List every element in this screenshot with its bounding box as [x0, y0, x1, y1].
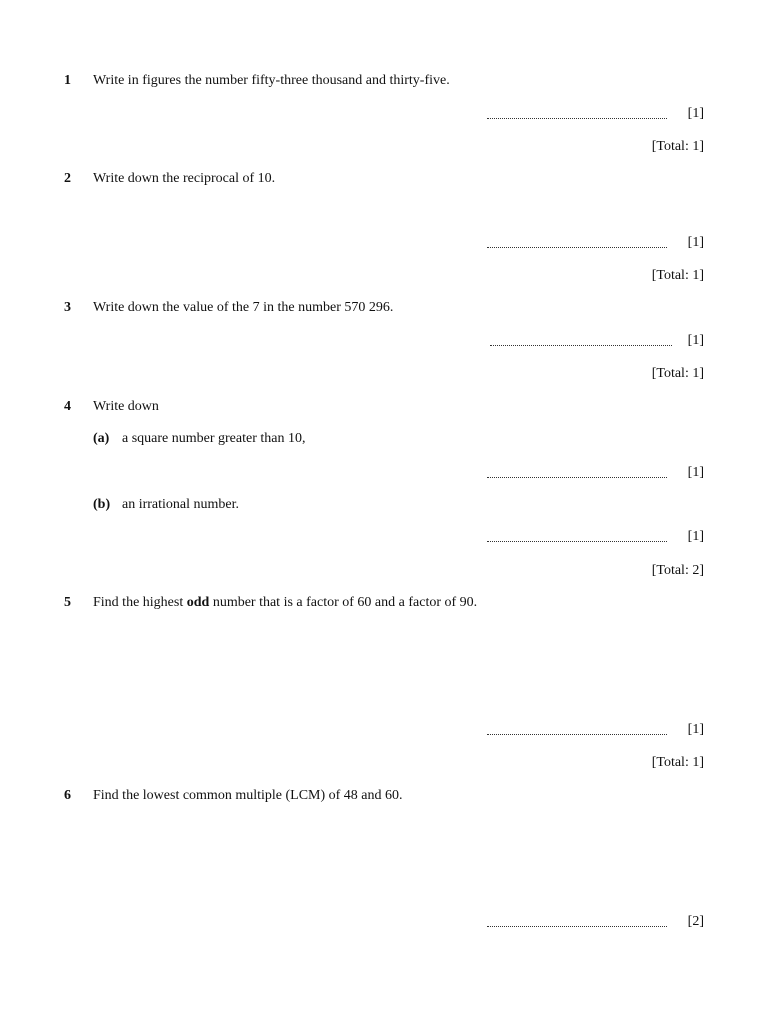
marks-label: [2]	[687, 914, 704, 929]
total-marks-label: [Total: 1]	[651, 268, 704, 283]
answer-line[interactable]	[487, 247, 667, 248]
answer-line[interactable]	[487, 541, 667, 542]
part-label: (b)	[93, 497, 111, 512]
total-marks-label: [Total: 2]	[651, 563, 704, 578]
question-number: 3	[64, 300, 71, 315]
part-label: (a)	[93, 431, 110, 446]
question-number: 6	[64, 788, 71, 803]
marks-label: [1]	[687, 106, 704, 121]
marks-label: [1]	[687, 722, 704, 737]
answer-line[interactable]	[487, 477, 667, 478]
marks-label: [1]	[687, 465, 704, 480]
answer-line[interactable]	[487, 734, 667, 735]
part-text: a square number greater than 10,	[122, 431, 306, 446]
total-marks-label: [Total: 1]	[651, 139, 704, 154]
part-text: an irrational number.	[122, 497, 240, 512]
question-number: 2	[64, 171, 71, 186]
question-number: 4	[64, 399, 71, 414]
question-number: 5	[64, 595, 71, 610]
question-text-end: number that is a factor of 60 and a factor of 90.	[209, 595, 478, 610]
question-text: Write in figures the number fifty-three thousand and thirty-five.	[93, 73, 450, 88]
question-text: Write down	[93, 399, 159, 414]
question-text: Write down the reciprocal of 10.	[93, 171, 276, 186]
question-text	[93, 595, 477, 611]
marks-label: [1]	[687, 333, 704, 348]
question-number: 1	[64, 73, 71, 88]
question-text: Write down the value of the 7 in the number 570 296.	[93, 300, 394, 315]
total-marks-label: [Total: 1]	[651, 755, 704, 770]
question-text-bold: odd	[186, 595, 210, 610]
question-text: Find the lowest common multiple (LCM) of 48 and 60.	[93, 788, 403, 803]
marks-label: [1]	[687, 529, 704, 544]
question-text-start: Find the highest	[93, 595, 187, 610]
marks-label: [1]	[687, 235, 704, 250]
total-marks-label: [Total: 1]	[651, 366, 704, 381]
answer-line[interactable]	[487, 118, 667, 119]
answer-line[interactable]	[487, 926, 667, 927]
answer-line[interactable]	[490, 345, 672, 346]
